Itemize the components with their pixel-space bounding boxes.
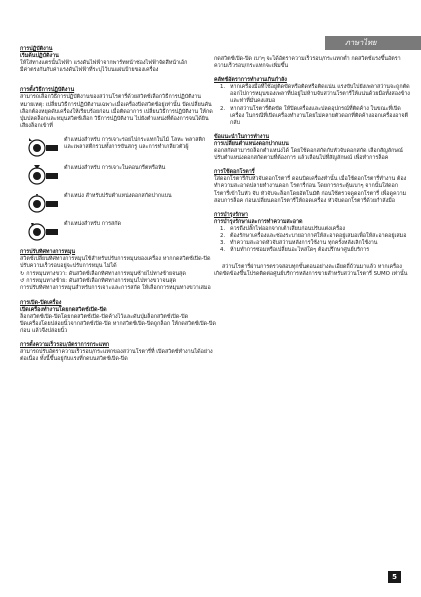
mode-row-chisel-adjust: [26, 193, 216, 215]
list-item: 2. ต้องรักษาเครื่องและช่องระบายอากาศให้สะอาดอยู่เสมอเพื่อให้สะอาดอยู่เสมอ: [220, 232, 407, 239]
chisel-mode-icon: [26, 221, 62, 243]
mode-desc: ตำแหน่งสำหรับ การเจาะรอยไปกระแทกในไม้ โลหะ พลาสติก และเพลาสตีกรวมทั้งการขันสกรู และการทำเกลียวตัวผู้: [64, 136, 206, 151]
text: การหมุนทางขวา: ดันสวิตช์เลือกทิศทางการหมุนซ้ายไปทางซ้ายจนสุด: [26, 271, 186, 278]
paragraph: การปรับทิศทางการหมุนสำหรับการเจาะและการสกัด ให้เลือกการหมุนทางขวาเสมอ: [20, 285, 211, 292]
list-item: 1. ควรถึงปลั๊กไฟออกจากเต้าเสียบก่อนปรับแต่งเครื่อง: [220, 225, 345, 232]
list-item: 4. ห้ามทำการซ่อมหรือเปลี่ยนอะไหล่ใดๆ ต้องปรึกษาศูนย์บริการ: [220, 247, 370, 254]
section-subtitle-cleaning: การบำรุงรักษาและการทำความสะอาด: [214, 218, 303, 225]
rotate-left-icon: ↺: [20, 278, 25, 285]
mode-row-hammer: [26, 165, 216, 187]
mode-desc: ตำแหน่งสำหรับ การเจาะในคอนกรีตหรือหิน: [64, 164, 166, 171]
rotate-right-icon: ↻: [20, 271, 25, 278]
section-title-bits: การใช้ดอกโรตารี่: [214, 169, 255, 176]
list-item: 1. หากเครื่องมือที่ใช้อยู่ติดขัดหรือติดหรือติดแน่น แรงขับไปยังเพลาสว่านจะถูกตัดออกไปการหมุนของเพลาที่ปอยู่ไม่ห้ามจับสว่านโรตารี่ให้แน่นด้วยมือทั้งสองข้างและท่าที่มั่นคงเสมอ: [220, 84, 410, 105]
section-subtitle-chisel: การเปลี่ยนตำแหน่งดอกปากแบน: [214, 140, 289, 147]
paragraph: ดอกสกัดสามารถล็อกตำแหน่งได้ โดยใช้ดอกสกัดกับหัวจับดอกสกัด เลือกสัญลักษณ์ ปรับตำแหน่งดอกสกัดตามที่ต้องการ แล้วเลือนไปที่สัญลักษณ์ เพื่อทำการล็อค: [214, 148, 403, 162]
paragraph: กดสวิตช์เปิด-ปิด เบาๆ จะได้อัตราความเร็วรอบ/กระแทกต่ำ กดสวิตช์แรงขึ้นอัตราความเร็วรอบ/กระแทกจะเพิ่มขึ้น: [214, 56, 401, 70]
text: มีค่าตรงกันกับค่าแรงดันไฟฟ้าที่ระบุไว้บนแผ่นป้ายของเครื่อง: [20, 67, 159, 74]
paragraph: สว่านโรตารี่ผ่านการตรวจสอบทุกขั้นตอนอย่างละเอียดถี่ถ้วนมาแล้ว หากเครื่องเกิดขัดข้องขึ้นโปรดติดต่อศูนย์บริการหลังการขายสำหรับสว่านโรตารี่ SUMO เท่านั้น: [214, 264, 408, 278]
list-item: 3. ทำความสะอาดหัวจับสว่านหลังการใช้งาน ทุกครั้งหลังเลิกใช้งาน: [220, 240, 378, 247]
section-subtitle-onoff: เปิดเครื่องทำงานโดยกดสวิตช์เปิด-ปิด: [20, 306, 107, 313]
text: หากสว่านโรตารี่ติดขัด ให้ปิดเครื่องและปลดอุปกรณ์ที่ติดค้าง ในขณะที่เปิดเครื่อง ในกรณีที่เปิดเครื่องทำงานโดยไม่คลายตัวดอกที่ติดค้างออกเครื่องอาจตีกลับ: [230, 105, 409, 126]
text: ทำความสะอาดหัวจับสว่านหลังการใช้งาน ทุกครั้งหลังเลิกใช้งาน: [230, 240, 378, 247]
drill-mode-icon: [26, 137, 62, 159]
left-column: [20, 46, 216, 370]
section-title-rotation: การปรับทิศทางการหมุน: [20, 248, 76, 255]
chisel-adjust-mode-icon: [26, 193, 62, 215]
text: ต้องรักษาเครื่องและช่องระบายอากาศให้สะอาดอยู่เสมอเพื่อให้สะอาดอยู่เสมอ: [230, 232, 407, 239]
paragraph: ปิดเครื่องโดยปล่อยนิ้วจากสวิตช์เปิด-ปิด หากสวิตช์เปิด-ปิดถูกล็อก ให้กดสวิตช์เปิด-ปิดก่อน แล้วจึงปล่อยนิ้ว: [20, 320, 216, 334]
paragraph: [20, 60, 216, 74]
page-number: 5: [388, 571, 401, 583]
mode-desc: ตำแหน่ง สำหรับปรับตำแหน่งดอกสกัดปากแบน: [64, 192, 172, 199]
text: ควรถึงปลั๊กไฟออกจากเต้าเสียบก่อนปรับแต่งเครื่อง: [230, 225, 345, 232]
section-title-speed: การตั้งความเร็วรอบ/อัตราการกระแทก: [20, 341, 110, 348]
paragraph: สามารถเลือกวิธีการปฏิบัติงานของสว่านโรตารี่ด้วยสวิตช์เลือกวิธีการปฏิบัติงาน หมายเหตุ: เปลี่ยนวิธีการปฏิบัติงานเฉพาะเมื่อเครื่องปิดสวิตช์อยู่เท่านั้น ปัดเปลี่ยนคันเลือกต้องหยุดดับเครื่องให้เรียบร้อยก่อน เมื่อติดอาการ เปลี่ยนวิธีการปฏิบัติงาน ให้กดปุ่มปลดล็อกและหมุนสวิตช์เลือก วิธีการปฏิบัติงาน ไปยังตำแหน่งที่ต้องการจนได้ยินเสียงล็อกเข้าที่: [20, 94, 213, 129]
mode-desc: ตำแหน่งสำหรับ การสกัด: [64, 220, 122, 227]
paragraph: สวิตช์เปลี่ยนทิศทางการหมุนใช้สำหรับปรับการหมุนของเครื่อง หากกดสวิตช์เปิด-ปิด ปรับความเร็วรอบอยู่จะปรับการหมุน ไม่ได้: [20, 256, 211, 270]
language-tab: ภาษาไทย: [325, 36, 421, 50]
text: การหมุนทางซ้าย: ดันสวิตช์เลือกทิศทางการหมุนไปทางขวาจนสุด: [26, 278, 177, 285]
mode-row-drill: [26, 137, 216, 159]
section-title-mode: การตั้งวิธีการปฏิบัติงาน: [20, 87, 75, 94]
section-subtitle-start: เริ่มต้นปฏิบัติงาน: [20, 53, 59, 60]
paragraph: สามารถปรับอัตราความเร็วรอบ/กระแทกของสว่านโรตารี่ที่ เปิดสวิตช์ทำงานได้อย่างต่อเนื่อง ทั้งนี้ขึ้นอยู่กับแรงที่กดบนสวิตช์เปิด-ปิด: [20, 349, 213, 363]
clutch-list: [220, 84, 410, 127]
maintenance-list: [220, 225, 410, 254]
section-title-operation: การปฏิบัติงาน: [20, 46, 53, 52]
paragraph: ใส่ดอกโรตารี่กับหัวจับดอกโรตารี่ ดอนบิดเครื่องทำนั้น เมื่อใช้ดอกโรตารี่ทำงาน ต้องทำความสะอาดปลายทำงานดอก โรตารี่ก่อน โดยการกระตุ้นเบาๆ จากนั้นใส่ดอกโรตารี่เข้าในหัว จับ หัวจับจะล็อกโดยอัตโนมัติ ก่อนใช้ตรวจดูดอกโรตารี่ เพื่อดูความสอบการล็อค ก่อนเปลี่ยนดอกโรตารี่ให้ถอดเครื่อง หัวจับดอกโรตารี่ด้วยกำลังมือ: [214, 176, 407, 204]
text: ให้ใส่ทางแตรนั้นไฟฟ้า แรงดันไฟฟ้าจากพาร์ทหน้าช่องไฟฟ้าจัดสีหน้าเอ้ก: [20, 60, 188, 67]
right-column: [214, 56, 410, 285]
hammer-drill-mode-icon: [26, 165, 62, 187]
section-title-tips: ข้อแนะนำในการทำงาน: [214, 133, 270, 140]
text: หากเครื่องมือที่ใช้อยู่ติดขัดหรือติดหรือติดแน่น แรงขับไปยังเพลาสว่านจะถูกตัดออกไปการหมุนของเพลาที่ปอยู่ไม่ห้ามจับสว่านโรตารี่ให้แน่นด้วยมือทั้งสองข้างและท่าที่มั่นคงเสมอ: [230, 84, 410, 105]
mode-row-chisel: [26, 221, 216, 243]
text: ห้ามทำการซ่อมหรือเปลี่ยนอะไหล่ใดๆ ต้องปรึกษาศูนย์บริการ: [230, 247, 370, 254]
paragraph: ล็อกสวิตช์เปิด-ปิดโดยกดสวิตช์เปิด-ปิดค้างไว้และดันปุ่มล็อกสวิตช์เปิด-ปิด: [20, 313, 189, 320]
list-item: 2. หากสว่านโรตารี่ติดขัด ให้ปิดเครื่องและปลดอุปกรณ์ที่ติดค้าง ในขณะที่เปิดเครื่อง ในกรณีที่เปิดเครื่องทำงานโดยไม่คลายตัวดอกที่ติดค้างออกเครื่องอาจตีกลับ: [220, 105, 409, 126]
section-title-onoff: การเปิด-ปิดเครื่อง: [20, 299, 62, 306]
section-title-clutch: คลัทช์อัตราการทำงานเกินกำลัง: [214, 77, 287, 84]
section-title-maintenance: การบำรุงรักษา: [214, 211, 248, 218]
